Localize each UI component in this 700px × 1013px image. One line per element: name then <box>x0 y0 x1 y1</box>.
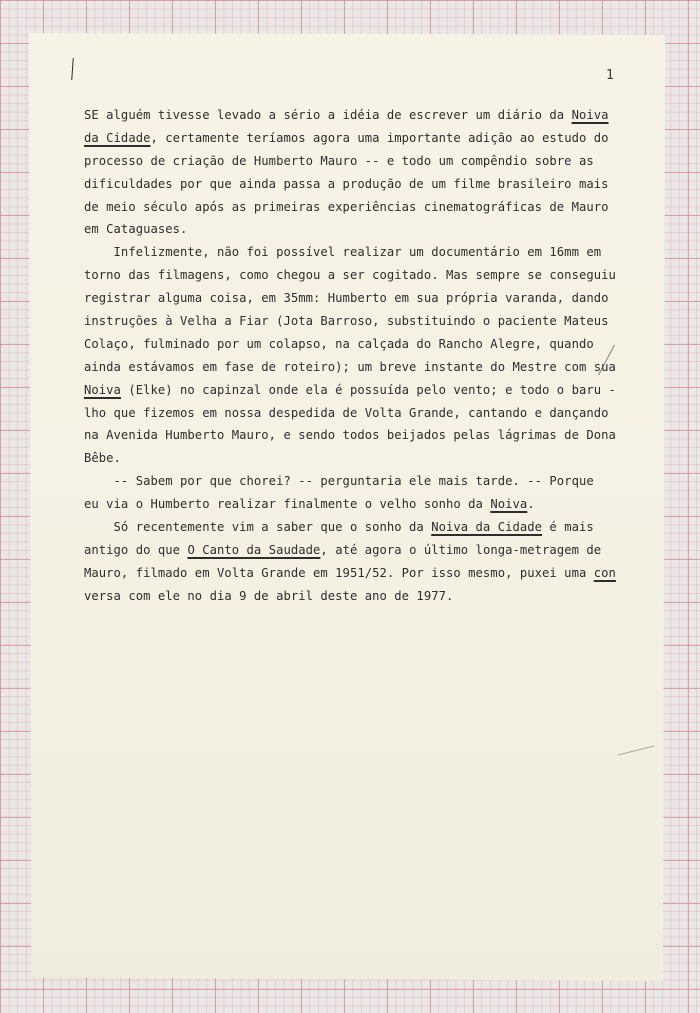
text-line <box>84 173 624 196</box>
text-line <box>84 127 624 150</box>
text-segment: dificuldades por que ainda passa a produção de um filme brasileiro mais <box>84 176 609 191</box>
underlined-title: Noiva da Cidade <box>431 520 543 535</box>
text-line <box>84 104 624 127</box>
text-segment: de meio século após as primeiras experiências cinematográficas de Mauro <box>84 199 609 214</box>
underlined-title: O Canto da Saudade <box>187 542 321 557</box>
underlined-title: da Cidade <box>84 130 151 145</box>
text-segment: lho que fizemos em nossa despedida de Volta Grande, cantando e dançando <box>84 405 609 420</box>
text-segment: . <box>527 497 535 512</box>
text-line <box>84 150 624 173</box>
text-segment: , certamente teríamos agora uma importante adição ao estudo do <box>150 130 609 145</box>
text-segment: registrar alguma coisa, em 35mm: Humberto em sua própria varanda, dando <box>84 291 609 306</box>
text-line <box>84 516 624 539</box>
underlined-title: con <box>593 565 616 580</box>
text-line <box>84 539 624 562</box>
text-line <box>84 424 624 447</box>
text-segment: é mais <box>542 520 594 535</box>
text-line <box>84 196 624 219</box>
text-line <box>84 333 624 356</box>
text-line <box>84 379 624 402</box>
text-segment: Bêbe. <box>84 451 121 466</box>
typewritten-text-body <box>84 104 624 608</box>
text-line <box>84 241 624 264</box>
text-segment: na Avenida Humberto Mauro, e sendo todos beijados pelas lágrimas de Dona <box>84 428 616 443</box>
text-segment: torno das filmagens, como chegou a ser cogitado. Mas sempre se conseguiu <box>84 268 616 283</box>
text-segment: , até agora o último longa-metragem de <box>320 542 602 557</box>
text-segment: -- Sabem por que chorei? -- perguntaria ele mais tarde. -- Porque <box>84 474 594 489</box>
text-segment: eu via o Humberto realizar finalmente o velho sonho da <box>84 497 491 512</box>
text-segment: SE alguém tivesse levado a sério a idéia de escrever um diário da <box>84 108 572 122</box>
text-line <box>84 447 624 470</box>
text-segment: antigo do que <box>84 542 188 557</box>
underlined-title: Noiva <box>490 497 528 512</box>
text-line <box>84 470 624 493</box>
text-line <box>84 264 624 287</box>
text-line <box>84 562 624 585</box>
text-segment: (Elke) no capinzal onde ela é possuída pelo vento; e todo o baru - <box>120 382 616 397</box>
text-segment: instruções à Velha a Fiar (Jota Barroso, substituindo o paciente Mateus <box>84 314 609 329</box>
text-line <box>84 356 624 379</box>
text-segment: ainda estávamos em fase de roteiro); um breve instante do Mestre com sua <box>84 359 616 374</box>
text-line <box>84 493 624 516</box>
text-line <box>84 310 624 333</box>
text-segment: processo de criação de Humberto Mauro -- e todo um compêndio sobre as <box>84 153 594 168</box>
text-segment: Colaço, fulminado por um colapso, na calçada do Rancho Alegre, quando <box>84 336 594 351</box>
text-line <box>84 287 624 310</box>
text-segment: Infelizmente, não foi possível realizar um documentário em 16mm em <box>84 245 602 260</box>
page-number: 1 <box>606 68 614 83</box>
text-segment: em Cataguases. <box>84 222 188 237</box>
text-line <box>84 402 624 425</box>
text-segment: versa com ele no dia 9 de abril deste ano de 1977. <box>84 588 454 603</box>
text-segment: Só recentemente vim a saber que o sonho da <box>84 520 432 535</box>
text-line <box>84 585 624 608</box>
underlined-title: Noiva <box>571 108 609 122</box>
text-segment: Mauro, filmado em Volta Grande em 1951/52. Por isso mesmo, puxei uma <box>84 565 594 580</box>
text-line <box>84 218 624 241</box>
underlined-title: Noiva <box>84 382 121 397</box>
